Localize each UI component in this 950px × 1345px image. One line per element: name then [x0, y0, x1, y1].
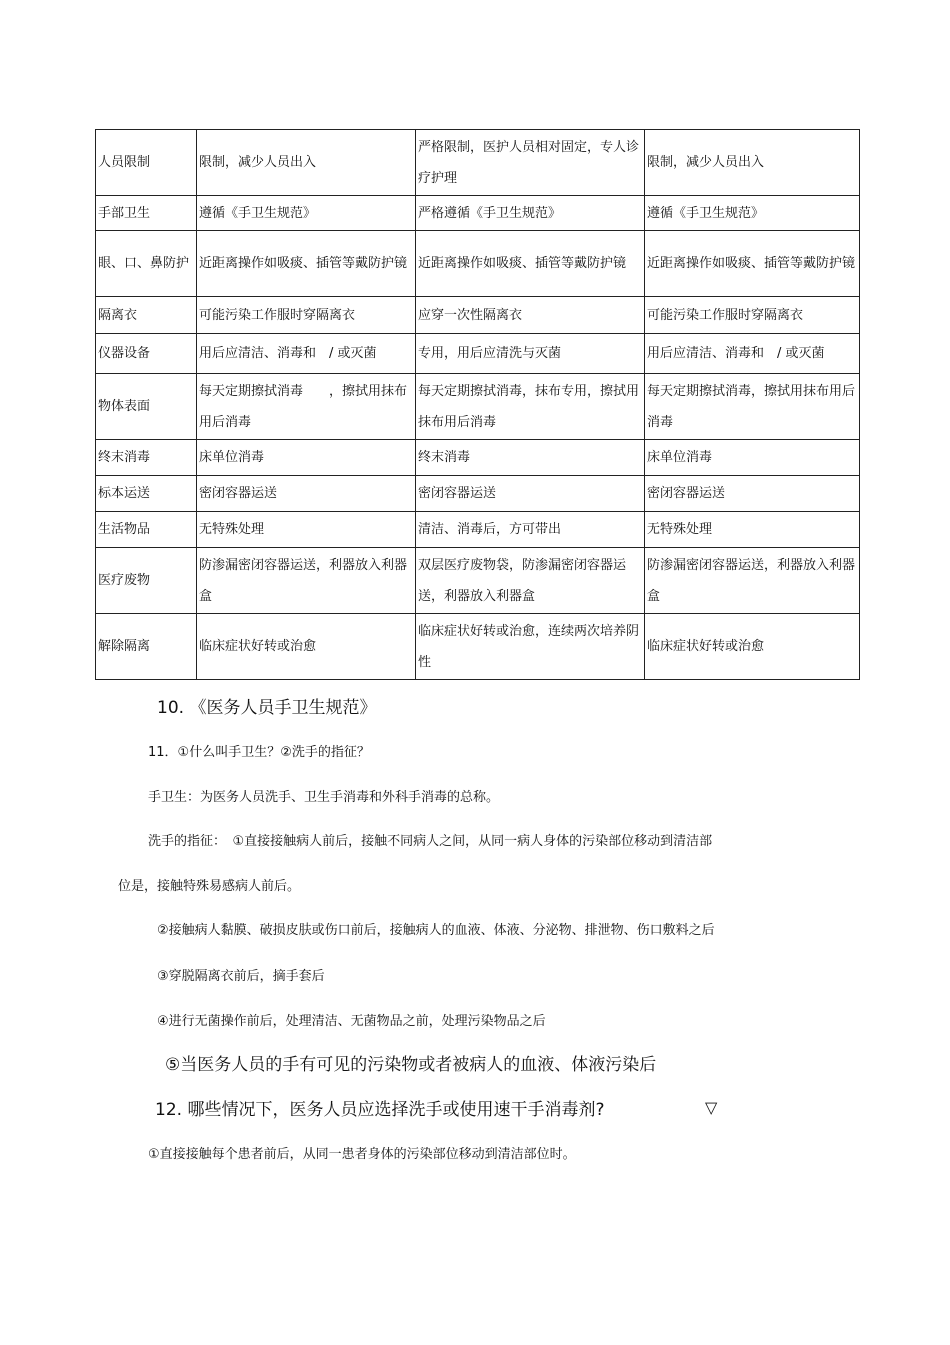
table-row	[96, 374, 860, 440]
table-row	[96, 231, 860, 297]
cell: 近距离操作如吸痰、插管等戴防护镜	[645, 231, 860, 297]
cell: 近距离操作如吸痰、插管等戴防护镜	[416, 231, 645, 297]
row-label: 生活物品	[96, 512, 197, 548]
cell: 床单位消毒	[197, 440, 416, 476]
row-label: 终末消毒	[96, 440, 197, 476]
isolation-measures-table	[95, 129, 860, 680]
cell: 密闭容器运送	[645, 476, 860, 512]
cell: 遵循《手卫生规范》	[645, 196, 860, 231]
cell: 临床症状好转或治愈	[197, 614, 416, 680]
row-label: 隔离衣	[96, 297, 197, 334]
row-label: 手部卫生	[96, 196, 197, 231]
cell: 防渗漏密闭容器运送，利器放入利器盒	[645, 548, 860, 614]
row-label: 眼、口、鼻防护	[96, 231, 197, 297]
cell: 限制，减少人员出入	[197, 130, 416, 196]
cell: 临床症状好转或治愈	[645, 614, 860, 680]
cell: 密闭容器运送	[416, 476, 645, 512]
cell: 可能污染工作服时穿隔离衣	[197, 297, 416, 334]
triangle-mark-icon: ▽	[705, 1098, 718, 1117]
section-heading-10: 10. 《医务人员手卫生规范》	[157, 698, 377, 718]
row-label: 仪器设备	[96, 334, 197, 374]
cell: 每天定期擦拭消毒，擦拭用抹布用后消毒	[645, 374, 860, 440]
table-row	[96, 614, 860, 680]
row-label: 人员限制	[96, 130, 197, 196]
cell: 用后应清洁、消毒和 / 或灭菌	[197, 334, 416, 374]
cell: 应穿一次性隔离衣	[416, 297, 645, 334]
cell: 遵循《手卫生规范》	[197, 196, 416, 231]
cell: 每天定期擦拭消毒，抹布专用，擦拭用抹布用后消毒	[416, 374, 645, 440]
hand-hygiene-definition: 手卫生：为医务人员洗手、卫生手消毒和外科手消毒的总称。	[148, 790, 500, 805]
question-12: 12. 哪些情况下，医务人员应选择洗手或使用速干手消毒剂?	[155, 1100, 605, 1120]
question-11: 11．①什么叫手卫生？②洗手的指征？	[148, 745, 370, 760]
indication-1-continued: 位是，接触特殊易感病人前后。	[118, 879, 301, 894]
row-label: 医疗废物	[96, 548, 197, 614]
cell: 无特殊处理	[197, 512, 416, 548]
cell: 严格遵循《手卫生规范》	[416, 196, 645, 231]
cell: 专用，用后应清洗与灭菌	[416, 334, 645, 374]
table-row	[96, 334, 860, 374]
indication-2: ②接触病人黏膜、破损皮肤或伤口前后，接触病人的血液、体液、分泌物、排泄物、伤口敷料之后	[157, 923, 715, 938]
cell: 床单位消毒	[645, 440, 860, 476]
cell: 每天定期擦拭消毒 ，擦拭用抹布用后消毒	[197, 374, 416, 440]
cell: 防渗漏密闭容器运送，利器放入利器盒	[197, 548, 416, 614]
answer-12-item-1: ①直接接触每个患者前后，从同一患者身体的污染部位移动到清洁部位时。	[148, 1147, 576, 1162]
row-label: 解除隔离	[96, 614, 197, 680]
table-row	[96, 476, 860, 512]
cell: 近距离操作如吸痰、插管等戴防护镜	[197, 231, 416, 297]
indication-4: ④进行无菌操作前后，处理清洁、无菌物品之前，处理污染物品之后	[157, 1014, 546, 1029]
cell: 终末消毒	[416, 440, 645, 476]
row-label: 标本运送	[96, 476, 197, 512]
cell: 密闭容器运送	[197, 476, 416, 512]
table-row	[96, 440, 860, 476]
row-label: 物体表面	[96, 374, 197, 440]
table-row	[96, 297, 860, 334]
indication-3: ③穿脱隔离衣前后，摘手套后	[157, 969, 325, 984]
cell: 严格限制，医护人员相对固定，专人诊疗护理	[416, 130, 645, 196]
table-body	[96, 130, 860, 680]
cell: 限制，减少人员出入	[645, 130, 860, 196]
cell: 双层医疗废物袋，防渗漏密闭容器运送，利器放入利器盒	[416, 548, 645, 614]
cell: 清洁、消毒后，方可带出	[416, 512, 645, 548]
table-row	[96, 130, 860, 196]
table-row	[96, 548, 860, 614]
indication-1: 洗手的指征： ①直接接触病人前后，接触不同病人之间，从同一病人身体的污染部位移动到清洁部	[148, 834, 713, 849]
table-row	[96, 512, 860, 548]
cell: 无特殊处理	[645, 512, 860, 548]
table-row	[96, 196, 860, 231]
cell: 用后应清洁、消毒和 / 或灭菌	[645, 334, 860, 374]
indication-5: ⑤当医务人员的手有可见的污染物或者被病人的血液、体液污染后	[165, 1055, 657, 1075]
cell: 可能污染工作服时穿隔离衣	[645, 297, 860, 334]
cell: 临床症状好转或治愈，连续两次培养阴性	[416, 614, 645, 680]
